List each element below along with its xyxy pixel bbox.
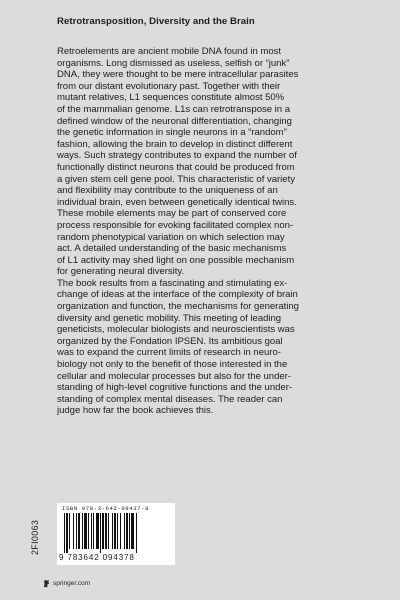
blurb-line: change of ideas at the interface of the complexity of brain <box>57 289 298 301</box>
blurb-line: act. A detailed understanding of the basic mechanisms <box>57 243 287 255</box>
blurb-line: of L1 activity may shed light on one possible mechanism <box>57 254 295 266</box>
blurb-line: cellular and molecular processes but also for the under- <box>57 370 291 382</box>
blurb-line: and flexibility may contribute to the uniqueness of an <box>57 185 278 197</box>
blurb-line: the genetic information in single neurons in a “random” <box>57 127 287 139</box>
blurb-line: judge how far the book achieves this. <box>57 405 214 417</box>
blurb-line: defined window of the neuronal differentiation, changing <box>57 115 292 127</box>
blurb-line: process responsible for evoking facilitated complex non- <box>57 219 294 231</box>
cover-blurb <box>57 46 387 417</box>
blurb-line: Retroelements are ancient mobile DNA found in most <box>57 46 281 57</box>
springer-horse-logo-icon <box>42 579 51 588</box>
blurb-line: individual brain, even between genetically identical twins. <box>57 196 297 208</box>
blurb-line: ways. Such strategy contributes to expand the number of <box>57 150 297 162</box>
blurb-line: a given stem cell gene pool. This characteristic of variety <box>57 173 295 185</box>
blurb-line: was to expand the current limits of research in neuro- <box>57 347 281 359</box>
blurb-line: DNA, they were thought to be mere intracellular parasites <box>57 69 299 81</box>
blurb-line: mutant relatives, L1 sequences constitute almost 50% <box>57 92 285 104</box>
blurb-line: diversity and genetic mobility. This meeting of leading <box>57 312 282 324</box>
blurb-line: functionally distinct neurons that could be produced from <box>57 161 295 173</box>
barcode-digits: 9 783642 094378 <box>59 553 135 562</box>
blurb-line: from our distant evolutionary past. Together with their <box>57 80 281 92</box>
blurb-line: These mobile elements may be part of conserved core <box>57 208 287 220</box>
product-code: 2FI0063 <box>30 519 40 555</box>
blurb-line: biology not only to the benefit of those interested in the <box>57 359 288 371</box>
blurb-line: organized by the Fondation IPSEN. Its ambitious goal <box>57 335 283 347</box>
blurb-line: for generating neural diversity. <box>57 266 185 278</box>
isbn-text: ISBN 978-3-642-09437-8 <box>62 505 150 512</box>
barcode-bars <box>62 513 170 553</box>
publisher-footer <box>42 579 90 588</box>
barcode-label <box>57 503 175 565</box>
blurb-line: standing of complex mental diseases. The reader can <box>57 393 283 405</box>
blurb-line: of the mammalian genome. L1s can retrotranspose in a <box>57 103 290 115</box>
blurb-line: organization and function, the mechanisms for generating <box>57 301 299 313</box>
book-title: Retrotransposition, Diversity and the Brain <box>57 16 255 27</box>
blurb-line: organisms. Long dismissed as useless, selfish or “junk” <box>57 57 290 69</box>
blurb-line: geneticists, molecular biologists and neuroscientists was <box>57 324 295 336</box>
blurb-line: random phenotypical variation on which selection may <box>57 231 285 243</box>
blurb-line: fashion, allowing the brain to develop in distinct different <box>57 138 293 150</box>
blurb-line: The book results from a fascinating and stimulating ex- <box>57 277 288 289</box>
publisher-url: springer.com <box>53 580 91 587</box>
blurb-line: standing of high-level cognitive functions and the under- <box>57 382 293 394</box>
